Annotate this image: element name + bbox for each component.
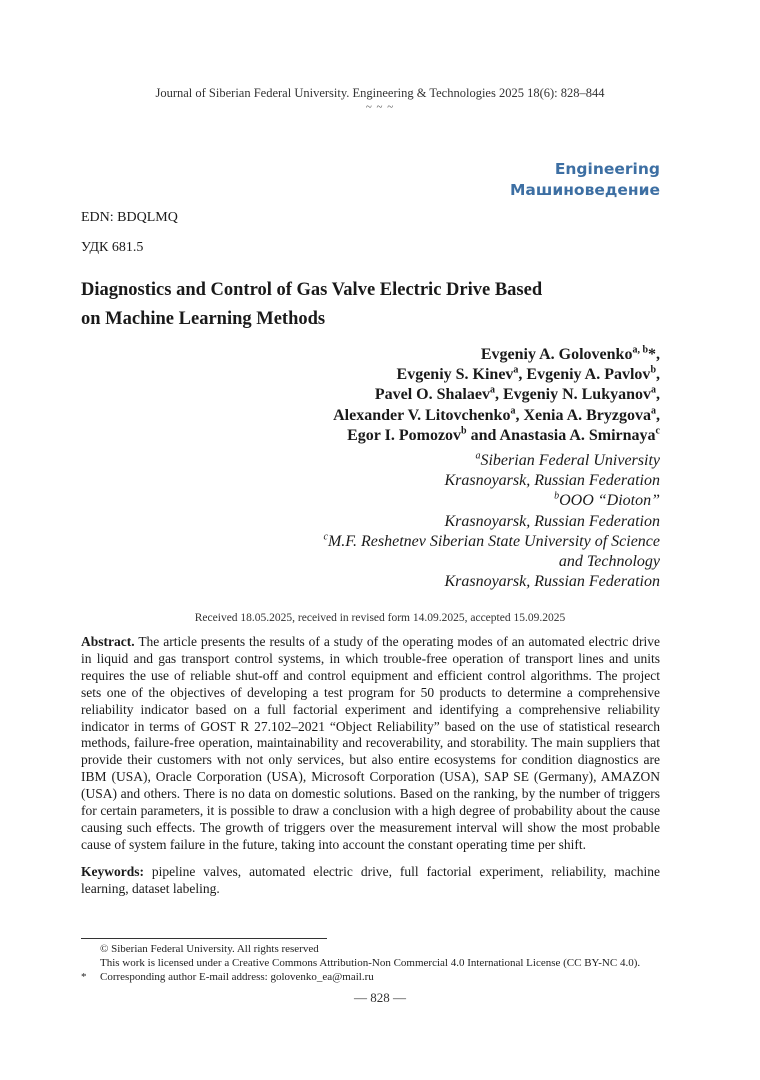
affil-name: OOO “Dioton” bbox=[559, 492, 660, 510]
affiliation-b-location: Krasnoyarsk, Russian Federation bbox=[444, 512, 660, 530]
author-line bbox=[333, 426, 660, 446]
header-separator: ~ ~ ~ bbox=[365, 101, 395, 113]
page-number: — 828 — bbox=[354, 990, 406, 1005]
author-name: , Xenia A. Bryzgova bbox=[515, 406, 651, 424]
author-name: Pavel O. Shalaev bbox=[374, 386, 490, 404]
abstract-label: Abstract. bbox=[81, 634, 135, 649]
edn-code: EDN: BDQLMQ bbox=[81, 210, 178, 225]
affiliation-c-name-cont: and Technology bbox=[558, 553, 660, 571]
author-list bbox=[333, 345, 660, 446]
author-affil-sup: b bbox=[650, 364, 656, 376]
author-affil-sup: a bbox=[651, 405, 656, 417]
section-label-ru: Машиноведение bbox=[510, 181, 660, 199]
keywords-label: Keywords: bbox=[81, 864, 144, 879]
affiliation-b bbox=[324, 491, 661, 511]
author-affil-sup: b bbox=[461, 425, 467, 437]
author-name: Evgeniy A. Golovenko bbox=[480, 346, 633, 363]
abstract bbox=[81, 634, 660, 854]
affil-name: Siberian Federal University bbox=[480, 452, 660, 469]
author-affil-sup: a bbox=[510, 405, 516, 417]
footnote-divider bbox=[81, 938, 327, 939]
copyright-note: © Siberian Federal University. All rights reserved bbox=[100, 943, 319, 955]
license-note: This work is licensed under a Creative Commons Attribution-Non Commercial 4.0 International License (CC BY-NC 4.0). bbox=[100, 957, 641, 969]
author-name: and Anastasia A. Smirnaya bbox=[466, 426, 656, 444]
section-label-en: Engineering bbox=[554, 160, 660, 178]
affiliation-list bbox=[324, 451, 661, 592]
author-name: , Evgeniy N. Lukyanov bbox=[494, 386, 651, 404]
section-label bbox=[510, 159, 660, 201]
title-line-2: on Machine Learning Methods bbox=[81, 309, 326, 329]
author-sep: *, bbox=[648, 346, 660, 363]
corresponding-author-note: Corresponding author E-mail address: golovenko_ea@mail.ru bbox=[100, 971, 374, 983]
keywords-text: pipeline valves, automated electric drive, full factorial experiment, reliability, machine learning, dataset labeling. bbox=[81, 864, 660, 896]
author-affil-sup: a bbox=[651, 385, 656, 397]
affiliation-c-location: Krasnoyarsk, Russian Federation bbox=[444, 573, 660, 591]
title-line-1: Diagnostics and Control of Gas Valve Electric Drive Based bbox=[81, 280, 543, 300]
affil-sup: c bbox=[323, 531, 328, 543]
author-name: Evgeniy S. Kinev bbox=[396, 366, 514, 384]
footnote-star: * bbox=[81, 971, 87, 983]
author-line bbox=[333, 406, 660, 426]
affil-sup: b bbox=[554, 491, 560, 503]
author-name: , Evgeniy A. Pavlov bbox=[518, 366, 651, 384]
affil-sup: a bbox=[475, 450, 481, 462]
author-affil-sup: a bbox=[489, 385, 495, 397]
author-affil-sup: c bbox=[655, 425, 660, 437]
author-line bbox=[333, 345, 660, 365]
received-dates: Received 18.05.2025, received in revised form 14.09.2025, accepted 15.09.2025 bbox=[194, 612, 566, 624]
author-sep: , bbox=[656, 386, 660, 404]
affiliation-a bbox=[324, 451, 661, 471]
affil-name: M.F. Reshetnev Siberian State University of Science bbox=[327, 532, 660, 550]
affiliation-a-location: Krasnoyarsk, Russian Federation bbox=[444, 472, 660, 490]
journal-header: Journal of Siberian Federal University. Engineering & Technologies 2025 18(6): 828–844 bbox=[155, 86, 605, 100]
author-line bbox=[333, 385, 660, 405]
author-affil-sup: a bbox=[513, 364, 519, 376]
author-name: Alexander V. Litovchenko bbox=[333, 406, 511, 424]
author-line bbox=[333, 365, 660, 385]
author-sep: , bbox=[656, 406, 660, 424]
article-title bbox=[81, 276, 641, 334]
affiliation-c bbox=[324, 532, 661, 552]
keywords bbox=[81, 864, 660, 898]
author-name: Egor I. Pomozov bbox=[347, 426, 462, 444]
author-sep: , bbox=[656, 366, 660, 384]
abstract-text: The article presents the results of a study of the operating modes of an automated electric drive in liquid and gas transport control systems, in which trouble-free operation of transport lines and units requires the use of reliable shut-off and control equipment and efficient control algorithms. The project sets one of the objectives of developing a test program for 50 products to determine a comprehensive reliability indicator based on a full factorial experiment and identifying a comprehensive reliability indicator in terms of GOST R 27.102–2021 “Object Reliability” based on the use of statistical research methods, failure-free operation, maintainability and recoverability, and storability. The main suppliers that provide their customers with not only services, but also entire ecosystems for condition diagnostics are IBM (USA), Oracle Corporation (USA), Microsoft Corporation (USA), SAP SE (Germany), AMAZON (USA) and others. There is no data on domestic solutions. Based on the ranking, by the number of triggers for certain parameters, it is possible to draw a conclusion with a high degree of probability about the cause causing such effects. The growth of triggers over the measurement interval will show the most probable cause of system failure in the future, taking into account the constant operating time per shift. bbox=[81, 634, 660, 852]
author-affil-sup: a, b bbox=[632, 344, 648, 356]
udk-code: УДК 681.5 bbox=[81, 240, 144, 255]
